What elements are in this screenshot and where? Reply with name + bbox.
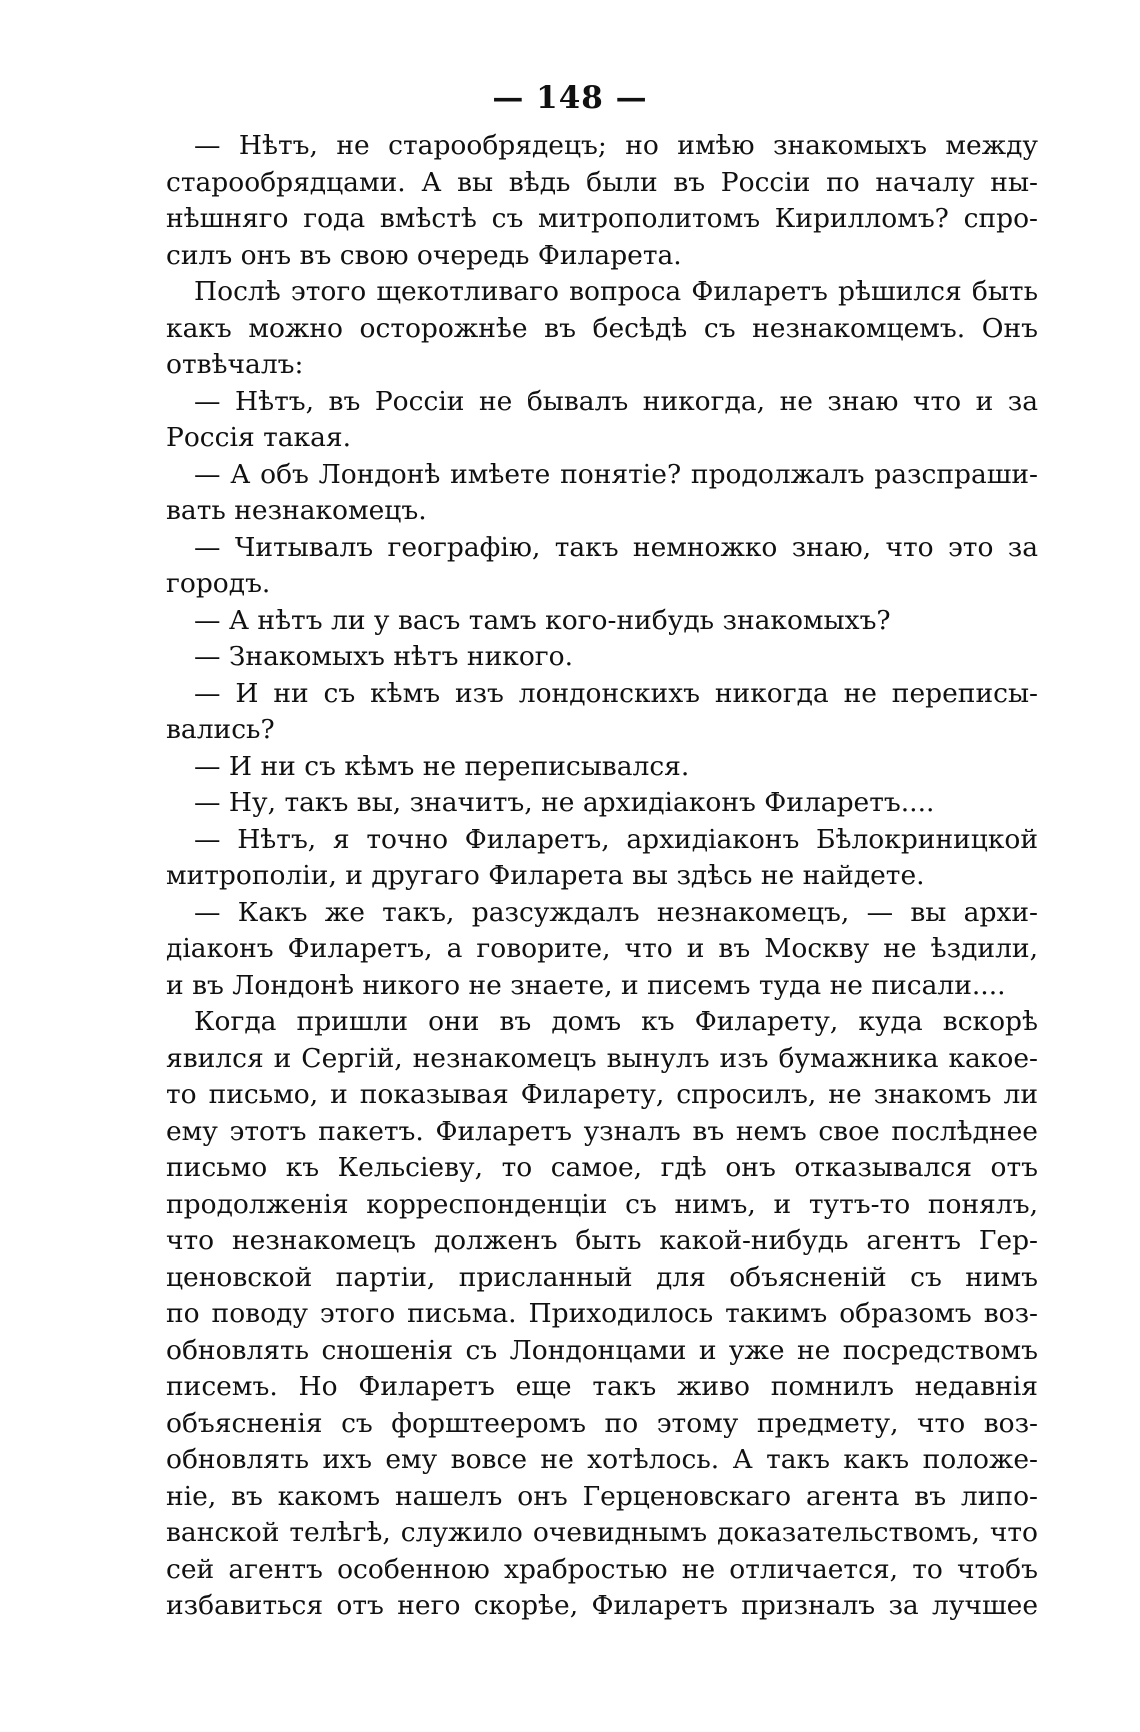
page-number: — 148 — bbox=[492, 80, 648, 116]
text-line: діаконъ Филаретъ, а говорите, что и въ Москву не ѣздили, bbox=[166, 933, 1038, 964]
text-line: отвѣчалъ: bbox=[166, 349, 304, 380]
text-line: старообрядцами. А вы вѣдь были въ Россіи по началу ны- bbox=[166, 166, 1038, 198]
text-line: по поводу этого письма. Приходилось такимъ образомъ воз- bbox=[166, 1298, 1038, 1329]
body-text bbox=[166, 128, 1038, 1625]
text-line: обновлять сношенія съ Лондонцами и уже не посредствомъ bbox=[166, 1334, 1038, 1366]
text-line: избавиться отъ него скорѣе, Филаретъ призналъ за лучшее bbox=[166, 1590, 1038, 1621]
text-line: явился и Сергій, незнакомецъ вынулъ изъ бумажника какое- bbox=[166, 1042, 1038, 1074]
text-line: сей агентъ особенною храбростью не отличается, то чтобъ bbox=[166, 1553, 1038, 1585]
text-line: что незнакомецъ долженъ быть какой-нибудь агентъ Гер- bbox=[166, 1225, 1038, 1256]
text-line: ніе, въ какомъ нашелъ онъ Герценовскаго агента въ липо- bbox=[166, 1480, 1038, 1512]
text-line: — Ну, такъ вы, значитъ, не архидіаконъ Филаретъ.... bbox=[194, 787, 935, 818]
text-line: Когда пришли они въ домъ къ Филарету, куда вскорѣ bbox=[194, 1006, 1038, 1037]
text-line: вались? bbox=[166, 714, 275, 745]
text-line: — А нѣтъ ли у васъ тамъ кого-нибудь знакомыхъ? bbox=[194, 604, 891, 636]
text-line: продолженія корреспонденціи съ нимъ, и тутъ-то понялъ, bbox=[166, 1188, 1038, 1220]
text-line: обновлять ихъ ему вовсе не хотѣлось. А такъ какъ положе- bbox=[166, 1444, 1038, 1475]
text-line: какъ можно осторожнѣе въ бесѣдѣ съ незнакомцемъ. Онъ bbox=[166, 312, 1038, 344]
text-line: нѣшняго года вмѣстѣ съ митрополитомъ Кирилломъ? спро- bbox=[166, 203, 1038, 234]
text-line: — Нѣтъ, не старообрядецъ; но имѣю знакомыхъ между bbox=[194, 130, 1038, 161]
text-line: письмо къ Кельсіеву, то самое, гдѣ онъ отказывался отъ bbox=[166, 1152, 1038, 1183]
text-line: — Знакомыхъ нѣтъ никого. bbox=[194, 641, 574, 672]
text-line: объясненія съ форштееромъ по этому предмету, что воз- bbox=[166, 1407, 1038, 1439]
text-line: городъ. bbox=[166, 568, 271, 599]
text-line: — И ни съ кѣмъ не переписывался. bbox=[194, 750, 690, 782]
text-line: — Нѣтъ, я точно Филаретъ, архидіаконъ Бѣлокриницкой bbox=[194, 823, 1038, 855]
text-line: — Читывалъ географію, такъ немножко знаю, что это за bbox=[194, 531, 1038, 563]
text-line: ценовской партіи, присланный для объясненій съ нимъ bbox=[166, 1261, 1038, 1293]
text-line: и въ Лондонѣ никого не знаете, и писемъ туда не писали.... bbox=[166, 969, 1006, 1001]
text-line: — Какъ же такъ, разсуждалъ незнакомецъ, — вы архи- bbox=[194, 896, 1038, 928]
text-line: ванской телѣгѣ, служило очевиднымъ доказательствомъ, что bbox=[166, 1517, 1038, 1548]
text-line: митрополіи, и другаго Филарета вы здѣсь не найдете. bbox=[166, 860, 925, 891]
text-line: то письмо, и показывая Филарету, спросилъ, не знакомъ ли bbox=[166, 1079, 1038, 1110]
text-line: вать незнакомецъ. bbox=[166, 495, 427, 526]
text-line: — Нѣтъ, въ Россіи не бывалъ никогда, не знаю что и за bbox=[194, 385, 1038, 417]
text-line: силъ онъ въ свою очередь Филарета. bbox=[166, 239, 682, 271]
text-line: ему этотъ пакетъ. Филаретъ узналъ въ немъ свое послѣднее bbox=[166, 1115, 1038, 1147]
text-line: Россія такая. bbox=[166, 422, 352, 453]
text-line: — А объ Лондонѣ имѣете понятіе? продолжалъ разспраши- bbox=[194, 458, 1038, 490]
text-line: Послѣ этого щекотливаго вопроса Филаретъ рѣшился быть bbox=[194, 276, 1038, 307]
text-line: — И ни съ кѣмъ изъ лондонскихъ никогда не переписы- bbox=[194, 677, 1038, 709]
text-line: писемъ. Но Филаретъ еще такъ живо помнилъ недавнія bbox=[166, 1371, 1038, 1402]
